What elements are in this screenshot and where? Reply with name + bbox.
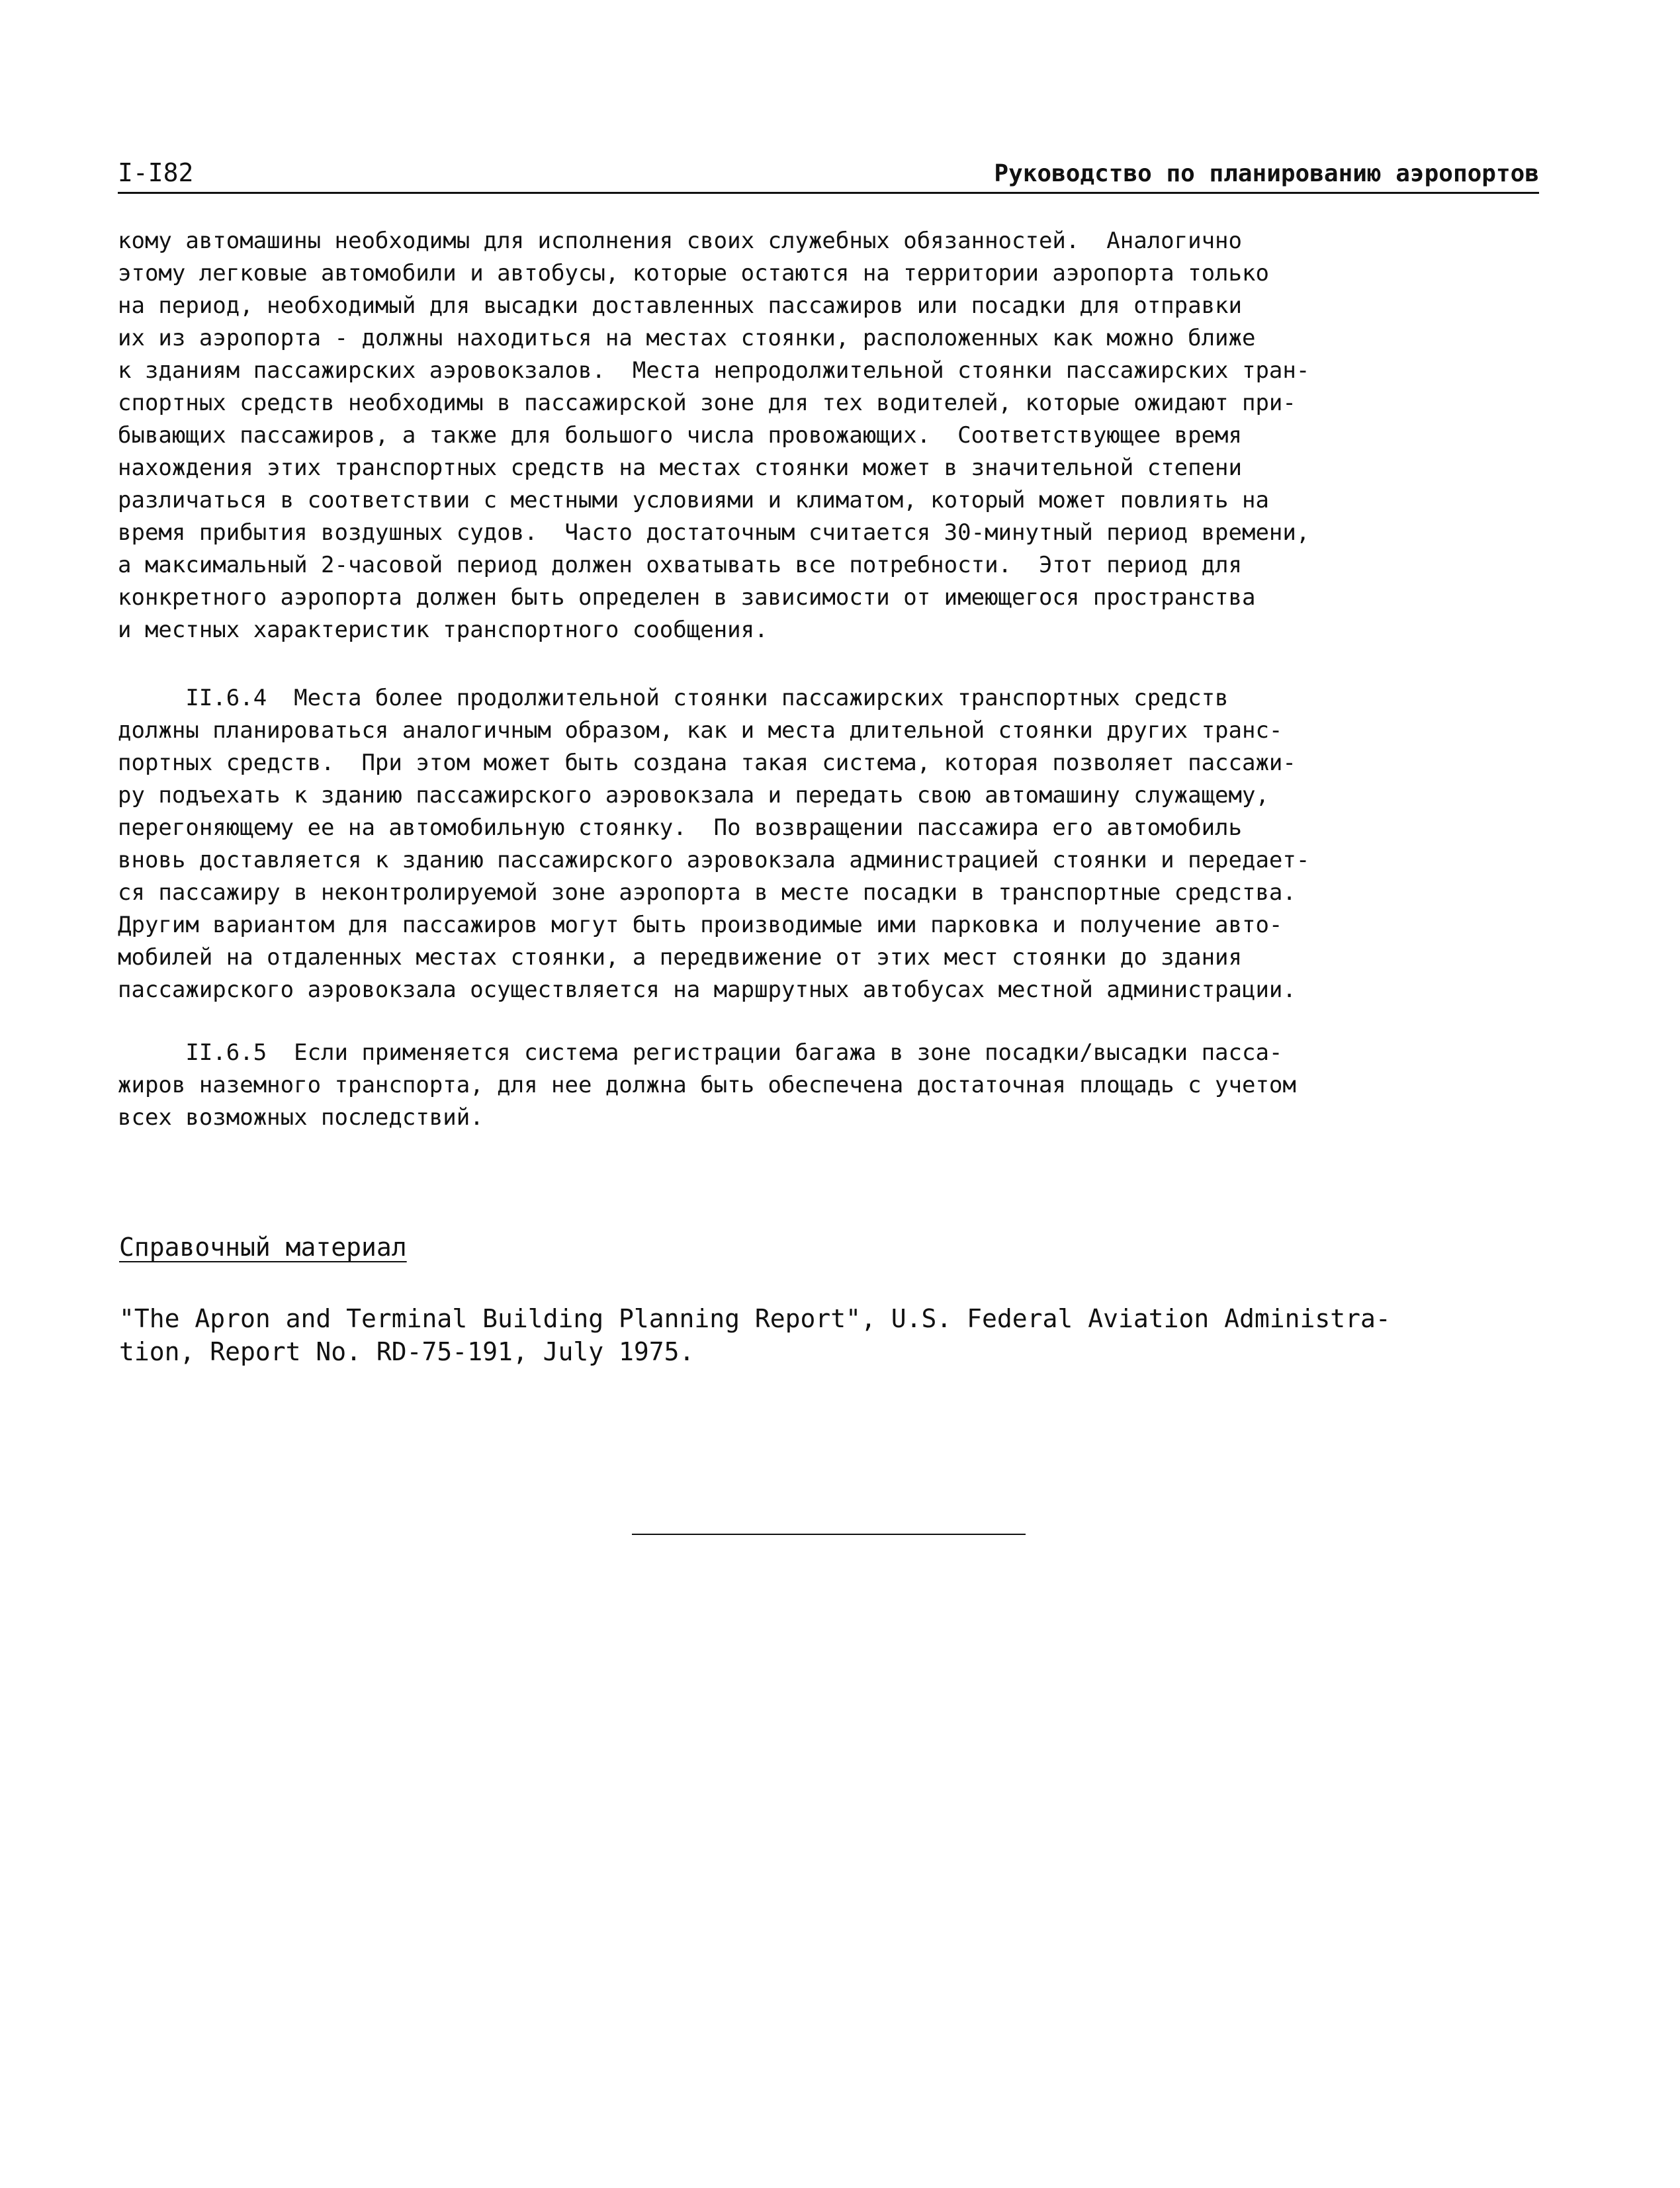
running-title: Руководство по планированию аэропортов bbox=[994, 160, 1539, 187]
page-number: I-I82 bbox=[118, 158, 194, 187]
reference-citation: "The Apron and Terminal Building Planning Report", U.S. Federal Aviation Administra- tion, Report No. RD-75-191, July 1975. bbox=[119, 1304, 1391, 1366]
body-paragraph-continued: кому автомашины необходимы для исполнения своих служебных обязанностей. Аналогично этому легковые автомобили и автобусы, которые остаются на территории аэропорта только на период, необходимый для высадки доставленных пассажиров или посадки для отправки их из аэропорта - должны находиться на местах стоянки, расположенных как можно ближе к зданиям пассажирских аэровокзалов. Места непродолжительной стоянки пассажирских тран- спортных средств необходимы в пассажирской зоне для тех водителей, которые ожидают при- бывающих пассажиров, а также для большого числа провожающих. Соответствующее время нахождения этих транспортных средств на местах стоянки может в значительной степени различаться в соответствии с местными условиями и климатом, который может повлиять на время прибытия воздушных судов. Часто достаточным считается 30-минутный период времени, а максимальный 2-часовой период должен охватывать все потребности. Этот период для конкретного аэропорта должен быть определен в зависимости от имеющегося пространства и местных характеристик транспортного сообщения. bbox=[118, 228, 1310, 643]
body-paragraph-II-6-4: II.6.4 Места более продолжительной стоянки пассажирских транспортных средств должны планироваться аналогичным образом, как и места длительной стоянки других транс- портных средств. При этом может быть создана такая система, которая позволяет пассажи- ру подъехать к зданию пассажирского аэровокзала и передать свою автомашину служащему, перегоняющему ее на автомобильную стоянку. По возвращении пассажира его автомобиль вновь доставляется к зданию пассажирского аэровокзала администрацией стоянки и передает- ся пассажиру в неконтролируемой зоне аэропорта в месте посадки в транспортные средства. Другим вариантом для пассажиров могут быть производимые ими парковка и получение авто- мобилей на отдаленных местах стоянки, а передвижение от этих мест стоянки до здания пассажирского аэровокзала осуществляется на маршрутных автобусах местной администрации. bbox=[118, 685, 1310, 1003]
page-header bbox=[118, 156, 1539, 193]
header-divider bbox=[118, 192, 1539, 194]
body-paragraph-II-6-5: II.6.5 Если применяется система регистрации багажа в зоне посадки/высадки пасса- жиров наземного транспорта, для нее должна быть обеспечена достаточная площадь с учетом всех возможных последствий. bbox=[118, 1039, 1296, 1131]
references-heading: Справочный материал bbox=[119, 1233, 407, 1262]
end-of-section-rule bbox=[632, 1534, 1026, 1535]
